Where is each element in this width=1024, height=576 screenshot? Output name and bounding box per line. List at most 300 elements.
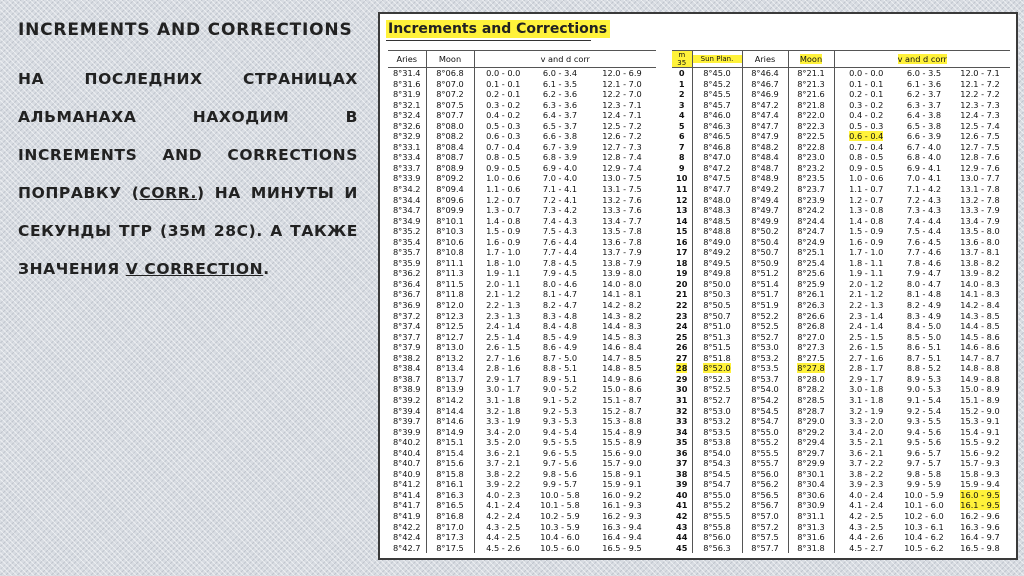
left-cell: 8°41.9 [392,510,421,521]
left-cell: 4.2 - 2.4 [474,511,532,522]
left-cell: 8°40.2 [392,437,421,448]
left-cell: 0.9 - 0.5 [474,163,532,174]
right-row [672,110,1010,121]
left-cell: 16.3 - 9.4 [602,521,642,532]
right-row [672,384,1010,395]
left-cell: 10.4 - 6.0 [540,532,580,543]
right-cell: 3.1 - 1.8 [834,395,898,406]
left-row [388,395,656,406]
right-cell: 8°47.0 [692,152,742,163]
right-cell: 8°48.5 [692,216,742,227]
left-cell: 0.1 - 0.1 [474,79,532,90]
right-cell: 15.2 - 9.0 [960,405,1000,416]
right-cell: 12.9 - 7.6 [960,162,1000,173]
right-cell: 8°45.7 [692,100,742,111]
right-cell: 8°30.1 [788,469,834,480]
right-cell: 8°54.5 [742,406,788,417]
left-row [388,163,656,174]
left-row [388,500,656,511]
left-cell: 9.6 - 5.5 [542,447,578,458]
right-cell: 9.9 - 5.9 [906,479,942,490]
left-cell: 6.0 - 3.4 [542,68,578,78]
right-row [672,289,1010,300]
right-cell: 8°52.2 [742,311,788,322]
right-cell: 3.9 - 2.3 [834,479,898,490]
left-cell: 8°41.4 [392,489,421,500]
right-cell: 4 [678,110,685,121]
right-cell: 8°49.0 [692,237,742,248]
right-cell: 8°47.2 [742,100,788,111]
left-cell: 8°32.1 [392,99,421,110]
left-cell: 3.5 - 2.0 [474,437,532,448]
left-cell: 8°12.7 [426,332,474,343]
right-cell: 2.0 - 1.2 [834,279,898,290]
left-cell: 15.2 - 8.7 [602,405,642,416]
right-row [672,247,1010,258]
right-cell: 8.6 - 5.1 [906,342,942,353]
right-cell: 13.9 - 8.2 [960,268,1000,279]
right-cell: 3.3 - 2.0 [834,416,898,427]
right-row [672,121,1010,132]
right-cell: 8°48.9 [742,173,788,184]
left-row [388,258,656,269]
right-row [672,163,1010,174]
left-cell: 6.5 - 3.7 [542,120,578,131]
right-cell: 45 [676,542,688,553]
right-cell: 11 [676,184,688,195]
right-cell: 6.7 - 4.0 [906,141,942,152]
left-cell: 1.8 - 1.0 [474,258,532,269]
right-cell: 8°55.7 [742,458,788,469]
right-cell: 8°54.2 [742,395,788,406]
left-cell: 10.3 - 5.9 [540,521,580,532]
right-row [672,279,1010,290]
right-cell: 8°53.0 [742,342,788,353]
right-cell: 8°23.0 [788,152,834,163]
left-cell: 12.9 - 7.4 [602,162,642,173]
right-cell: 24 [676,321,688,332]
right-cell: 8°55.5 [742,448,788,459]
left-cell: 8°10.6 [426,237,474,248]
right-cell: 15.6 - 9.2 [960,447,1000,458]
left-row [388,543,656,554]
right-cell: 8°23.5 [788,173,834,184]
right-cell: 8°46.7 [742,79,788,90]
right-cell: 15.7 - 9.3 [960,458,1000,469]
left-cell: 8°31.4 [392,68,421,78]
right-cell: 8°46.8 [692,142,742,153]
left-cell: 9.5 - 5.5 [542,437,578,448]
left-row [388,532,656,543]
right-cell: 2.7 - 1.6 [834,353,898,364]
right-cell: 9.6 - 5.7 [906,447,942,458]
right-row [672,532,1010,543]
right-cell: 8°53.2 [742,353,788,364]
right-cell: 8°47.9 [742,131,788,142]
right-cell: 4.3 - 2.5 [834,522,898,533]
right-cell: 8°51.3 [692,332,742,343]
right-cell: 2.3 - 1.4 [834,311,898,322]
right-cell: 8°25.1 [788,247,834,258]
left-cell: 2.5 - 1.4 [474,332,532,343]
left-cell: 8°17.3 [426,532,474,543]
right-cell: 8°46.4 [742,68,788,79]
right-cell: 12.8 - 7.6 [960,152,1000,163]
right-cell: 8°50.3 [692,289,742,300]
right-cell: 0.7 - 0.4 [834,142,898,153]
right-cell: 8°53.0 [692,406,742,417]
left-cell: 10.0 - 5.8 [540,489,580,500]
right-cell: 2.5 - 1.5 [834,332,898,343]
left-cell: 8.8 - 5.1 [542,363,578,374]
right-cell: 8°24.9 [788,237,834,248]
right-cell: 18 [676,257,688,268]
left-cell: 8°14.9 [426,427,474,438]
right-cell: 8°49.2 [742,184,788,195]
right-cell: 8 [678,152,685,163]
right-cell: 2.9 - 1.7 [834,374,898,385]
left-cell: 8.2 - 4.7 [542,300,578,311]
header-moon-right [788,51,834,68]
right-cell: 8°22.0 [788,110,834,121]
right-cell: 8°52.7 [742,332,788,343]
left-cell: 4.5 - 2.6 [474,543,532,554]
left-cell: 6.3 - 3.6 [542,99,578,110]
right-cell: 8°30.6 [788,490,834,501]
header-minute [672,51,692,68]
left-cell: 0.8 - 0.5 [474,152,532,163]
left-cell: 8°11.5 [426,279,474,290]
right-cell: 10 [676,173,688,184]
right-cell: 8°49.9 [742,216,788,227]
right-cell: 16.0 - 9.5 [960,489,1000,500]
right-cell: 8°31.1 [788,511,834,522]
right-cell: 8°22.8 [788,142,834,153]
left-cell: 8°41.7 [392,500,421,511]
right-cell: 8°24.7 [788,226,834,237]
right-cell: 16.1 - 9.5 [960,500,1000,511]
left-cell: 6.2 - 3.6 [542,89,578,100]
left-cell: 4.3 - 2.5 [474,522,532,533]
right-cell: 14 [676,215,688,226]
right-cell: 14.0 - 8.3 [960,278,1000,289]
right-cell: 8°30.4 [788,479,834,490]
right-cell: 8°49.5 [692,258,742,269]
right-cell: 1.6 - 0.9 [834,237,898,248]
left-cell: 2.3 - 1.3 [474,311,532,322]
right-cell: 6.2 - 3.7 [906,89,942,100]
slide-text-panel [18,20,358,288]
right-cell: 14.9 - 8.8 [960,373,1000,384]
right-row [672,353,1010,364]
right-row [672,469,1010,480]
left-cell: 12.7 - 7.3 [602,141,642,152]
left-cell: 3.0 - 1.7 [474,384,532,395]
right-cell: 0.8 - 0.5 [834,152,898,163]
left-row [388,142,656,153]
left-cell: 2.0 - 1.1 [474,279,532,290]
left-cell: 8°32.9 [392,131,421,142]
right-cell: 8°26.8 [788,321,834,332]
left-cell: 8°38.2 [392,352,421,363]
right-cell: 8°56.0 [742,469,788,480]
left-cell: 8°09.4 [426,184,474,195]
right-row [672,131,1010,142]
left-cell: 2.9 - 1.7 [474,374,532,385]
right-cell: 3.7 - 2.2 [834,458,898,469]
right-cell: 41 [676,500,688,511]
right-cell: 1.7 - 1.0 [834,247,898,258]
left-cell: 8°14.2 [426,395,474,406]
left-row [388,427,656,438]
left-cell: 2.2 - 1.3 [474,300,532,311]
right-cell: 8°27.5 [788,353,834,364]
left-cell: 8°34.4 [392,194,421,205]
left-cell: 8°15.6 [426,458,474,469]
left-row [388,469,656,480]
right-cell: 8°50.5 [692,300,742,311]
right-cell: 1 [678,78,685,89]
right-cell: 34 [676,426,688,437]
right-cell: 8°25.9 [788,279,834,290]
left-cell: 6.9 - 4.0 [542,162,578,173]
v-correction-term: V CORRECTION [125,260,264,278]
right-cell: 8°47.4 [742,110,788,121]
right-cell: 8°22.5 [788,131,834,142]
right-cell: 9 [678,162,685,173]
left-cell: 8°09.2 [426,173,474,184]
left-cell: 4.4 - 2.5 [474,532,532,543]
right-cell: 8°51.8 [692,353,742,364]
right-row [672,205,1010,216]
left-cell: 8.9 - 5.1 [542,373,578,384]
left-cell: 8°38.7 [392,373,421,384]
right-row [672,79,1010,90]
left-cell: 7.3 - 4.2 [542,205,578,216]
left-cell: 15.8 - 9.1 [602,468,642,479]
right-cell: 8°54.7 [742,416,788,427]
left-cell: 0.5 - 0.3 [474,121,532,132]
left-cell: 8°37.7 [392,331,421,342]
header-moon: Moon [426,51,474,68]
right-cell: 0.3 - 0.2 [834,100,898,111]
left-cell: 8°14.6 [426,416,474,427]
left-cell: 8°12.0 [426,300,474,311]
right-cell: 9.2 - 5.4 [906,405,942,416]
right-row [672,416,1010,427]
left-cell: 12.6 - 7.2 [602,131,642,142]
right-cell: 8°21.1 [788,68,834,79]
right-cell: 12.3 - 7.3 [960,99,1000,110]
right-cell: 1.4 - 0.8 [834,216,898,227]
right-cell: 42 [676,510,688,521]
right-cell: 13.0 - 7.7 [960,173,1000,184]
left-cell: 13.1 - 7.5 [602,184,642,195]
right-cell: 8.5 - 5.0 [906,331,942,342]
right-cell: 8°26.6 [788,311,834,322]
left-cell: 8°07.7 [426,110,474,121]
left-cell: 3.1 - 1.8 [474,395,532,406]
right-cell: 8°29.4 [788,437,834,448]
right-cell: 8°26.1 [788,289,834,300]
left-cell: 8°09.9 [426,205,474,216]
right-cell: 37 [676,458,688,469]
right-cell: 8°46.3 [692,121,742,132]
left-row [388,511,656,522]
left-cell: 13.9 - 8.0 [602,268,642,279]
right-cell: 20 [676,278,688,289]
left-row [388,321,656,332]
left-cell: 8°11.1 [426,258,474,269]
right-cell: 8°23.2 [788,163,834,174]
right-cell: 40 [676,489,688,500]
right-cell: 8°30.9 [788,500,834,511]
right-cell: 1.0 - 0.6 [834,173,898,184]
right-cell: 4.5 - 2.7 [834,543,898,554]
vd-header-highlight: v and d corr [897,54,947,64]
right-cell: 16.5 - 9.8 [960,542,1000,553]
right-cell: 27 [676,352,688,363]
body-part-1: НА ПОСЛЕДНИХ СТРАНИЦАХ АЛЬМАНАХА НАХОДИМ В INCREMENTS AND CORRECTIONS ПОПРАВКУ ( [18,70,358,202]
left-cell: 8°35.4 [392,236,421,247]
right-cell: 8.4 - 5.0 [906,321,942,332]
left-cell: 9.7 - 5.6 [542,458,578,469]
right-cell: 8°29.7 [788,448,834,459]
left-row [388,121,656,132]
right-cell: 8°53.8 [692,437,742,448]
left-cell: 0.0 - 0.0 [474,68,532,79]
right-row [672,173,1010,184]
left-cell: 2.1 - 1.2 [474,289,532,300]
right-cell: 6 [678,131,685,142]
right-cell: 14.8 - 8.8 [960,363,1000,374]
right-cell: 30 [676,384,688,395]
left-row [388,89,656,100]
right-cell: 8°49.2 [692,247,742,258]
right-cell: 8°50.4 [742,237,788,248]
corr-term: CORR. [139,184,198,202]
left-cell: 6.8 - 3.9 [542,152,578,163]
right-cell: 8°46.5 [692,131,742,142]
right-cell: 0.1 - 0.1 [834,79,898,90]
left-cell: 12.5 - 7.2 [602,120,642,131]
right-cell: 8°25.4 [788,258,834,269]
right-cell: 8°56.7 [742,500,788,511]
left-cell: 8°36.9 [392,300,421,311]
left-cell: 14.4 - 8.3 [602,321,642,332]
left-cell: 8°39.9 [392,426,421,437]
left-cell: 3.6 - 2.1 [474,448,532,459]
right-row [672,490,1010,501]
right-row [672,458,1010,469]
left-cell: 8°16.8 [426,511,474,522]
left-cell: 0.4 - 0.2 [474,110,532,121]
right-cell: 8°51.9 [742,300,788,311]
right-cell: 36 [676,447,688,458]
right-cell: 15.4 - 9.1 [960,426,1000,437]
left-row [388,237,656,248]
left-row [388,110,656,121]
right-cell: 8°46.0 [692,110,742,121]
right-cell: 44 [676,532,688,543]
left-cell: 14.8 - 8.5 [602,363,642,374]
left-row [388,247,656,258]
right-cell: 8°45.5 [692,89,742,100]
right-cell: 8°25.6 [788,268,834,279]
left-cell: 8°35.7 [392,247,421,258]
right-cell: 8°51.0 [692,321,742,332]
right-cell: 4.2 - 2.5 [834,511,898,522]
left-cell: 14.5 - 8.3 [602,331,642,342]
right-cell: 14.2 - 8.4 [960,300,1000,311]
right-cell: 8°29.2 [788,427,834,438]
right-cell: 8.2 - 4.9 [906,300,942,311]
right-cell: 32 [676,405,688,416]
right-cell: 23 [676,310,688,321]
left-cell: 8°37.2 [392,310,421,321]
left-cell: 13.4 - 7.7 [602,215,642,226]
left-cell: 0.6 - 0.3 [474,131,532,142]
left-cell: 8°38.9 [392,384,421,395]
right-cell: 8°27.3 [788,342,834,353]
right-cell: 25 [676,331,688,342]
left-cell: 8°35.2 [392,226,421,237]
right-cell: 8.9 - 5.3 [906,373,942,384]
left-cell: 8°08.7 [426,152,474,163]
right-cell: 16.4 - 9.7 [960,532,1000,543]
right-cell: 14.7 - 8.7 [960,352,1000,363]
right-cell: 8°55.8 [692,522,742,533]
right-cell: 8°27.0 [788,332,834,343]
left-row [388,216,656,227]
right-cell: 8°48.7 [742,163,788,174]
slide-body [18,60,358,288]
left-cell: 8.5 - 4.9 [542,331,578,342]
left-cell: 8°16.1 [426,479,474,490]
left-row [388,205,656,216]
right-cell: 8°46.9 [742,89,788,100]
right-cell: 7.1 - 4.2 [906,184,942,195]
left-cell: 2.7 - 1.6 [474,353,532,364]
right-cell: 4.4 - 2.6 [834,532,898,543]
right-cell: 10.1 - 6.0 [904,500,944,511]
left-cell: 8°13.7 [426,374,474,385]
left-cell: 4.0 - 2.3 [474,490,532,501]
left-cell: 8°40.4 [392,447,421,458]
left-cell: 13.7 - 7.9 [602,247,642,258]
right-cell: 26 [676,342,688,353]
right-cell: 2.1 - 1.2 [834,289,898,300]
minute-m-label: m [678,51,686,59]
left-cell: 6.1 - 3.5 [542,78,578,89]
right-cell: 8°23.7 [788,184,834,195]
right-cell: 8°51.7 [742,289,788,300]
left-cell: 2.6 - 1.5 [474,342,532,353]
right-row [672,500,1010,511]
right-cell: 0 [678,68,685,78]
left-cell: 8°11.3 [426,268,474,279]
left-cell: 8°10.8 [426,247,474,258]
right-cell: 12 [676,194,688,205]
left-cell: 13.2 - 7.6 [602,194,642,205]
left-cell: 9.1 - 5.2 [542,394,578,405]
right-row [672,216,1010,227]
right-table-body [672,68,1010,554]
left-cell: 8°32.6 [392,120,421,131]
right-cell: 8°56.2 [742,479,788,490]
right-cell: 15.8 - 9.3 [960,468,1000,479]
left-cell: 15.4 - 8.9 [602,426,642,437]
